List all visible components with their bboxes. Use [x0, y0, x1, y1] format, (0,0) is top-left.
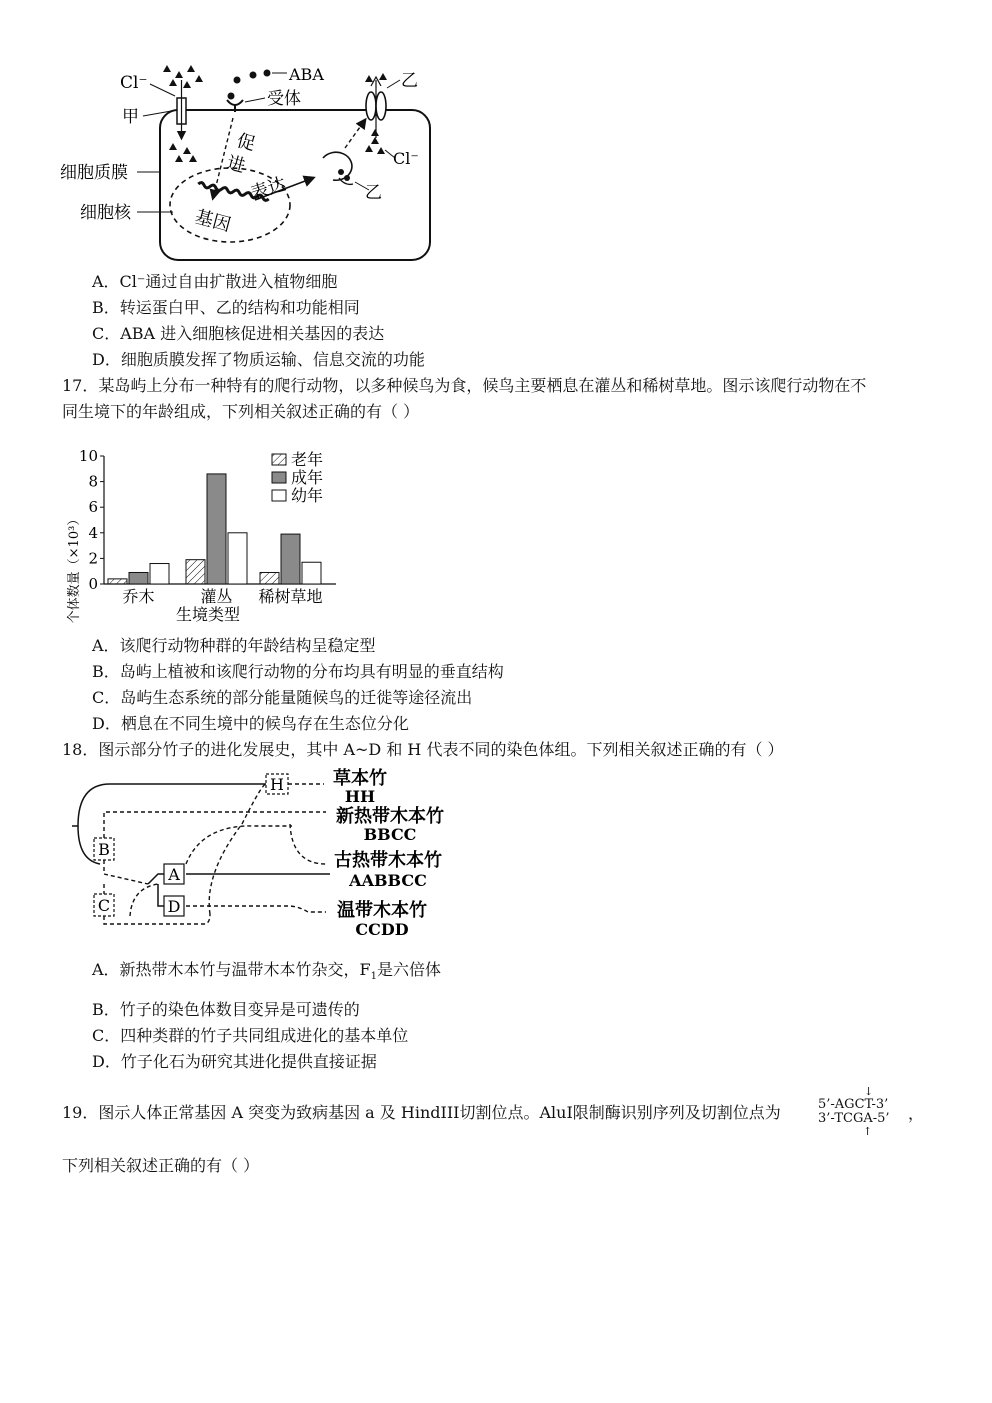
box-c-label: C: [97, 896, 111, 915]
jia-label: 甲: [122, 107, 139, 127]
aluI-seq-bottom: 3’-TCGA-5’: [818, 1111, 890, 1126]
express-label: 表达: [247, 173, 289, 205]
bar-1-0: [186, 560, 205, 584]
bar-0-1: [129, 572, 148, 584]
cl-label-right: Cl⁻: [393, 149, 419, 168]
q18-option-a[interactable]: [92, 960, 441, 987]
bar-2-1: [281, 534, 300, 584]
bar-0-2: [150, 564, 169, 584]
q18-option-a-sub: 1: [370, 971, 378, 983]
legend-label: 幼年: [291, 486, 324, 505]
q16-option-d[interactable]: D．细胞质膜发挥了物质运输、信息交流的功能: [92, 350, 425, 369]
cl-label-left: Cl⁻: [120, 73, 148, 93]
q18-option-d[interactable]: D．竹子化石为研究其进化提供直接证据: [92, 1052, 377, 1071]
temperate-bamboo-genome: CCDD: [355, 920, 409, 939]
q19-seq-tail: ，: [908, 1104, 925, 1123]
nucleus-label: 细胞核: [80, 203, 131, 223]
neotropical-bamboo-genome: BBCC: [363, 825, 417, 844]
q17-option-c[interactable]: C．岛屿生态系统的部分能量随候鸟的迁徙等途径流出: [92, 688, 473, 707]
q18-option-b[interactable]: B．竹子的染色体数目变异是可遗传的: [92, 1000, 360, 1019]
q17-option-b[interactable]: B．岛屿上植被和该爬行动物的分布均具有明显的垂直结构: [92, 662, 504, 681]
bar-2-0: [260, 572, 279, 584]
y-tick-label: 8: [88, 472, 98, 491]
temperate-bamboo-name: 温带木本竹: [337, 900, 427, 921]
legend-label: 老年: [291, 450, 324, 469]
q18-option-a-tail: 是六倍体: [377, 960, 442, 979]
q19-stem: 19．图示人体正常基因 A 突变为致病基因 a 及 HindIII切割位点。AluI限制酶识别序列及切割位点为: [62, 1103, 781, 1122]
protein-yi-inside: [323, 152, 353, 184]
y-tick-label: 6: [88, 498, 98, 517]
bar-2-2: [302, 562, 321, 584]
aba-label: ABA: [289, 65, 324, 84]
y-tick-label: 4: [88, 523, 98, 542]
x-category-label: 稀树草地: [258, 587, 323, 606]
legend-swatch: [272, 454, 286, 465]
legend-label: 成年: [291, 468, 324, 487]
q17-stem-line1: 17．某岛屿上分布一种特有的爬行动物，以多种候鸟为食，候鸟主要栖息在灌丛和稀树草地。图示该爬行动物在不: [62, 376, 867, 395]
bar-1-2: [228, 533, 247, 584]
neotropical-bamboo-name: 新热带木本竹: [336, 806, 444, 827]
y-tick-label: 2: [88, 549, 98, 568]
figure-16-cell-diagram: [55, 58, 495, 268]
cl-ions-inside: [169, 143, 197, 162]
paleotropical-bamboo-genome: AABBCC: [349, 871, 427, 890]
grass-bamboo-genome: HH: [344, 787, 376, 806]
q16-option-a[interactable]: A．Cl⁻通过自由扩散进入植物细胞: [92, 272, 338, 291]
y-axis-label: 个体数量（×10³）: [67, 512, 82, 624]
legend-swatch: [272, 490, 286, 501]
yi-label-bottom: 乙: [365, 183, 382, 203]
cell-membrane-label: 细胞质膜: [60, 163, 128, 183]
cut-arrow-down: ↓: [864, 1085, 874, 1098]
q18-option-a-main: A．新热带木本竹与温带木本竹杂交，F: [92, 960, 371, 979]
aluI-seq-top: 5’-AGCT-3’: [818, 1097, 889, 1112]
y-tick-label: 0: [88, 575, 98, 593]
x-axis-label: 生境类型: [175, 605, 241, 624]
yi-label-top: 乙: [401, 71, 418, 91]
box-b-label: B: [98, 840, 110, 859]
box-a-label: A: [168, 865, 180, 884]
q17-age-structure-chart: [58, 444, 358, 634]
bar-1-1: [207, 474, 226, 584]
q17-option-a[interactable]: A．该爬行动物种群的年龄结构呈稳定型: [92, 636, 376, 655]
cut-arrow-up: ↑: [863, 1125, 873, 1138]
q19-line2: 下列相关叙述正确的有（ ）: [62, 1156, 260, 1175]
q17-option-d[interactable]: D．栖息在不同生境中的候鸟存在生态位分化: [92, 714, 409, 733]
q18-stem: 18．图示部分竹子的进化发展史，其中 A~D 和 H 代表不同的染色体组。下列相关叙述正确的有（ ）: [62, 740, 784, 759]
aba-molecules: [228, 70, 271, 100]
legend-swatch: [272, 472, 286, 483]
bar-0-0: [108, 579, 127, 584]
promote-char-1: 促: [234, 130, 258, 156]
promote-char-2: 进: [224, 152, 248, 178]
channel-yi: [366, 77, 386, 138]
receptor-shape: [227, 100, 243, 105]
paleotropical-bamboo-name: 古热带木本竹: [334, 850, 442, 871]
y-tick-label: 10: [78, 447, 98, 465]
q16-option-b[interactable]: B．转运蛋白甲、乙的结构和功能相同: [92, 298, 360, 317]
gene-label: 基因: [192, 206, 233, 237]
grass-bamboo-name: 草本竹: [333, 768, 387, 789]
q17-stem-line2: 同生境下的年龄组成，下列相关叙述正确的有（ ）: [62, 402, 420, 421]
box-h-label: H: [270, 775, 284, 794]
receptor-label: 受体: [267, 89, 301, 109]
x-category-label: 灌丛: [200, 587, 233, 606]
cl-ions-outside: [163, 65, 203, 88]
box-d-label: D: [167, 897, 181, 916]
x-category-label: 乔木: [122, 587, 155, 606]
q18-bamboo-evolution-diagram: [62, 764, 462, 944]
q18-option-c[interactable]: C．四种类群的竹子共同组成进化的基本单位: [92, 1026, 409, 1045]
q16-option-c[interactable]: C．ABA 进入细胞核促进相关基因的表达: [92, 324, 385, 343]
